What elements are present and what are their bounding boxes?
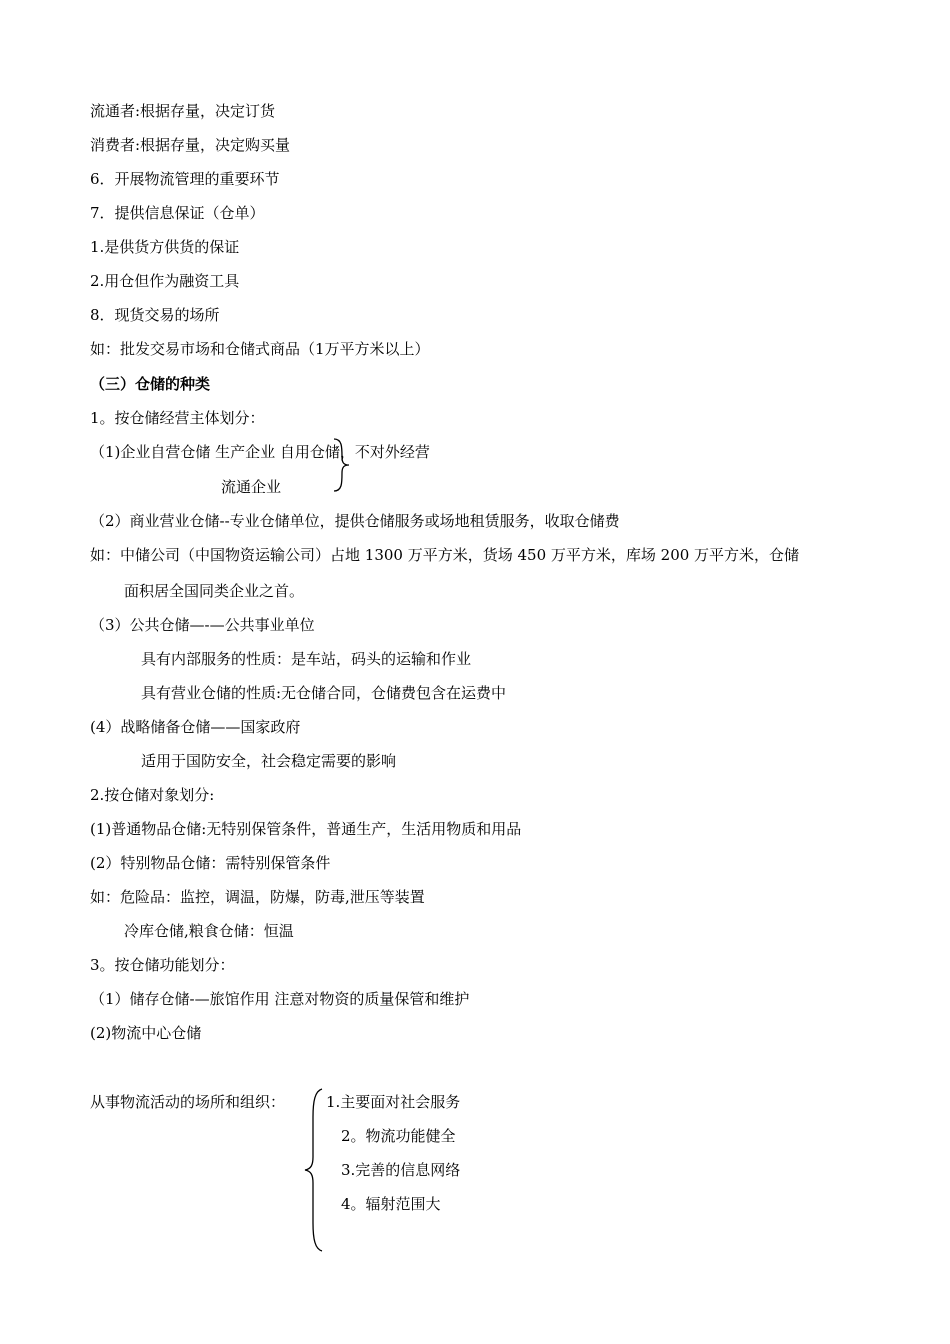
text-line: 3。按仓储功能划分：	[90, 956, 235, 974]
text-line: （2）商业营业仓储--专业仓储单位，提供仓储服务或场地租赁服务，收取仓储费	[90, 512, 620, 530]
text-line: 面积居全国同类企业之首。	[124, 582, 305, 600]
text-line: 流通企业	[221, 478, 282, 496]
text-line: （1）储存仓储-—旅馆作用 注意对物资的质量保管和维护	[90, 990, 470, 1008]
left-brace	[302, 1087, 326, 1253]
text-line: (1)普通物品仓储:无特别保管条件，普通生产，生活用物质和用品	[90, 820, 522, 838]
text-line: 6．开展物流管理的重要环节	[90, 170, 280, 188]
logistics-label: 从事物流活动的场所和组织：	[90, 1093, 286, 1111]
text-line: 2.用仓但作为融资工具	[90, 272, 240, 290]
text-line: （1)企业自营仓储 生产企业 自用仓储，不对外经营	[90, 443, 430, 461]
text-line: 如：中储公司（中国物资运输公司）占地 1300 万平方米，货场 450 万平方米，库场 200 万平方米，仓储	[90, 546, 800, 564]
text-line: 如：危险品：监控，调温，防爆，防毒,泄压等装置	[90, 888, 425, 906]
right-brace	[330, 437, 352, 493]
text-line: 8．现货交易的场所	[90, 306, 220, 324]
text-line: 流通者:根据存量，决定订货	[90, 102, 276, 120]
text-line: 如：批发交易市场和仓储式商品（1万平方米以上）	[90, 340, 430, 358]
text-line: 1.是供货方供货的保证	[90, 238, 240, 256]
text-line: 7．提供信息保证（仓单）	[90, 204, 265, 222]
text-line: 具有内部服务的性质：是车站，码头的运输和作业	[141, 650, 472, 668]
logistics-item: 4。辐射范围大	[341, 1195, 441, 1213]
text-line: 冷库仓储,粮食仓储：恒温	[124, 922, 294, 940]
text-line: 具有营业仓储的性质:无仓储合同，仓储费包含在运费中	[141, 684, 507, 702]
text-line: (2）特别物品仓储：需特别保管条件	[90, 854, 331, 872]
logistics-item: 3.完善的信息网络	[341, 1161, 461, 1179]
text-line: (4）战略储备仓储——国家政府	[90, 718, 301, 736]
text-line: （3）公共仓储—-—公共事业单位	[90, 616, 315, 634]
text-line: 消费者:根据存量，决定购买量	[90, 136, 291, 154]
text-line: 1。按仓储经营主体划分：	[90, 409, 265, 427]
text-line: 适用于国防安全，社会稳定需要的影响	[141, 752, 397, 770]
logistics-item: 2。物流功能健全	[341, 1127, 456, 1145]
text-line: 2.按仓储对象划分:	[90, 786, 215, 804]
section-heading: （三）仓储的种类	[90, 375, 211, 393]
logistics-item: 1.主要面对社会服务	[326, 1093, 461, 1111]
text-line: (2)物流中心仓储	[90, 1024, 202, 1042]
